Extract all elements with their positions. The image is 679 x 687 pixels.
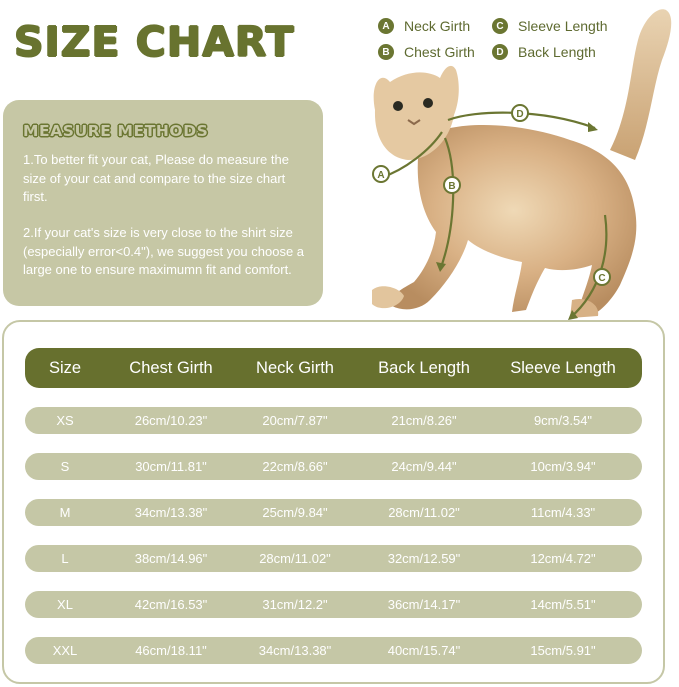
legend-badge-d: D xyxy=(492,44,508,60)
table-row-l xyxy=(25,545,642,572)
cell-sleeve-length: 11cm/4.33" xyxy=(530,505,596,520)
page-title: SIZE CHART xyxy=(14,18,295,66)
legend-label: Back Length xyxy=(518,44,596,60)
cell-size: M xyxy=(59,505,71,520)
cell-sleeve-length: 9cm/3.54" xyxy=(533,413,593,428)
table-row-xxl xyxy=(25,637,642,664)
cell-neck-girth: 22cm/8.66" xyxy=(262,459,328,474)
header-sleeve-length: Sleeve Length xyxy=(510,358,616,377)
cell-neck-girth: 20cm/7.87" xyxy=(262,413,328,428)
cat-diagram xyxy=(330,0,679,322)
legend-label: Neck Girth xyxy=(404,18,471,34)
cell-size: S xyxy=(60,459,70,474)
cat-illustration xyxy=(372,9,671,318)
cell-back-length: 21cm/8.26" xyxy=(391,413,457,428)
legend-label: Chest Girth xyxy=(404,44,475,60)
header-chest-girth: Chest Girth xyxy=(129,358,213,377)
cell-chest-girth: 38cm/14.96" xyxy=(134,551,208,566)
cell-size: XXL xyxy=(52,643,78,658)
cell-size: XL xyxy=(57,597,73,612)
legend-badge-c: C xyxy=(492,18,508,34)
table-row-xl xyxy=(25,591,642,618)
diagram-marker-a xyxy=(373,166,389,182)
cell-neck-girth: 28cm/11.02" xyxy=(259,551,331,566)
header-back-length: Back Length xyxy=(378,358,470,377)
cell-sleeve-length: 12cm/4.72" xyxy=(530,551,596,566)
cell-chest-girth: 42cm/16.53" xyxy=(134,597,208,612)
measure-method-1: 1.To better fit your cat, Please do measure the size of your cat and compare to the size chart first. xyxy=(23,152,289,205)
cell-size: L xyxy=(61,551,69,566)
cell-chest-girth: 30cm/11.81" xyxy=(135,459,207,474)
measure-methods-title: MEASURE METHODS xyxy=(23,122,209,140)
table-row-xs xyxy=(25,407,642,434)
table-header-row xyxy=(25,348,642,388)
cell-neck-girth: 25cm/9.84" xyxy=(262,505,328,520)
header-neck-girth: Neck Girth xyxy=(256,358,334,377)
cell-neck-girth: 31cm/12.2" xyxy=(262,597,328,612)
diagram-label-c: C xyxy=(598,273,606,284)
measure-methods-panel xyxy=(3,100,323,306)
cell-back-length: 24cm/9.44" xyxy=(391,459,457,474)
diagram-label-a: A xyxy=(377,170,385,181)
cell-chest-girth: 46cm/18.11" xyxy=(135,643,207,658)
diagram-label-b: B xyxy=(448,181,456,192)
cell-back-length: 36cm/14.17" xyxy=(387,597,461,612)
measure-method-2: 2.If your cat's size is very close to the shirt size (especially error<0.4"), we suggest you choose a large one to ensure maximumn fit and comfort. xyxy=(23,225,305,278)
cell-sleeve-length: 15cm/5.91" xyxy=(530,643,596,658)
cell-sleeve-length: 14cm/5.51" xyxy=(530,597,596,612)
diagram-marker-c xyxy=(594,269,610,285)
table-row-m xyxy=(25,499,642,526)
diagram-label-d: D xyxy=(516,109,524,120)
cell-neck-girth: 34cm/13.38" xyxy=(258,643,332,658)
header-size: Size xyxy=(48,358,82,377)
table-row-s xyxy=(25,453,642,480)
legend-badge-a: A xyxy=(378,18,394,34)
legend-label: Sleeve Length xyxy=(518,18,608,34)
cell-back-length: 40cm/15.74" xyxy=(387,643,461,658)
cell-chest-girth: 34cm/13.38" xyxy=(134,505,208,520)
cell-back-length: 28cm/11.02" xyxy=(388,505,460,520)
cell-chest-girth: 26cm/10.23" xyxy=(134,413,208,428)
diagram-marker-b xyxy=(444,177,460,193)
cell-back-length: 32cm/12.59" xyxy=(387,551,461,566)
legend-badge-b: B xyxy=(378,44,394,60)
cell-size: XS xyxy=(56,413,74,428)
diagram-marker-d xyxy=(512,105,528,121)
cell-sleeve-length: 10cm/3.94" xyxy=(530,459,596,474)
